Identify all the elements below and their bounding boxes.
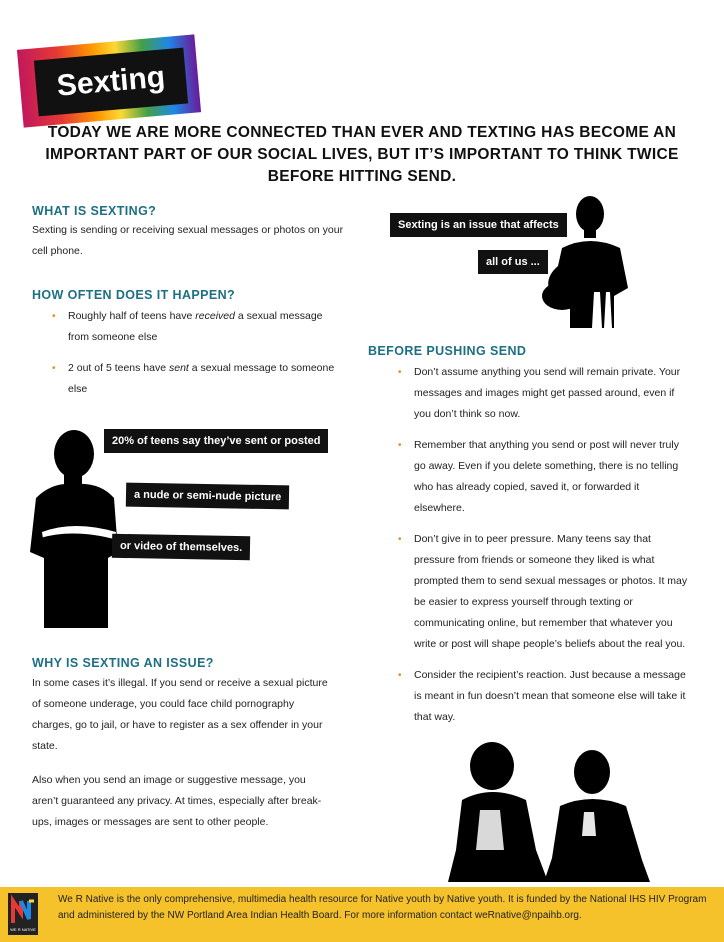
bullet-icon: •	[398, 367, 402, 378]
list-item: • Remember that anything you send or post will never truly go away. Even if you delete something, there is no telling who has already copied, saved it, or forwarded it elsewhere.	[392, 435, 692, 519]
headline: TODAY WE ARE MORE CONNECTED THAN EVER AND TEXTING HAS BECOME AN IMPORTANT PART OF OUR SOCIAL LIVES, BUT IT’S IMPORTANT TO THINK TWICE BEFORE HITTING SEND.	[45, 124, 679, 185]
footer-text: We R Native is the only comprehensive, multimedia health resource for Native youth by Native youth. It is funded by the National IHS HIV Program and administered by the NW Portland Area Indian Health Board. For more information contact weRnative@npaihb.org.	[58, 894, 707, 921]
list-item: • 2 out of 5 teens have sent a sexual message to someone else	[46, 358, 336, 400]
list-item: • Don’t give in to peer pressure. Many teens say that pressure from friends or someone they liked is what prompted them to send sexual messages or photos. It may be easier to express yourself through texting or communicating online, but remember that whatever you write or post will shape people’s beliefs about the real you.	[392, 529, 692, 655]
why-paragraph-2: Also when you send an image or suggestive message, you aren’t guaranteed any privacy. At times, especially after break-ups, images or messages are sent to other people.	[32, 774, 322, 828]
logo-text: WE R NATIVE	[10, 927, 36, 932]
girl-silhouette-image	[540, 192, 650, 328]
we-r-native-logo	[8, 893, 38, 935]
page-title: Sexting	[55, 60, 167, 103]
before-list	[392, 362, 692, 738]
why-paragraph-1: In some cases it’s illegal. If you send or receive a sexual picture of someone underage, you could face child pornography charges, go to jail, or have to register as a sex offender in your state.	[32, 677, 328, 752]
list-item: • Don’t assume anything you send will remain private. Your messages and images might get passed around, even if you don’t think so now.	[392, 362, 692, 425]
youths-silhouette-image	[444, 740, 658, 882]
what-text: Sexting is sending or receiving sexual messages or photos on your cell phone.	[32, 224, 344, 257]
list-item: • Roughly half of teens have received a sexual message from someone else	[46, 306, 336, 348]
bullet-icon: •	[398, 670, 402, 681]
quote-right-line-2: all of us ...	[478, 250, 548, 274]
man-silhouette-image	[22, 428, 132, 628]
bullet-icon: •	[52, 363, 56, 374]
before-heading: BEFORE PUSHING SEND	[368, 344, 527, 358]
what-heading: WHAT IS SEXTING?	[32, 204, 157, 218]
bullet-icon: •	[52, 311, 56, 322]
why-heading: WHY IS SEXTING AN ISSUE?	[32, 656, 214, 670]
how-often-heading: HOW OFTEN DOES IT HAPPEN?	[32, 288, 236, 302]
quote-left-line-2: a nude or semi-nude picture	[126, 483, 290, 510]
quote-left-line-3: or video of themselves.	[112, 534, 251, 560]
quote-left-line-1: 20% of teens say they’ve sent or posted	[104, 429, 328, 453]
list-item: • Consider the recipient’s reaction. Just because a message is meant in fun doesn’t mean that someone else will take it that way.	[392, 665, 692, 728]
quote-right-line-1: Sexting is an issue that affects	[390, 213, 567, 237]
how-often-list	[46, 306, 336, 410]
bullet-icon: •	[398, 534, 402, 545]
bullet-icon: •	[398, 440, 402, 451]
logo-icon	[8, 893, 38, 935]
